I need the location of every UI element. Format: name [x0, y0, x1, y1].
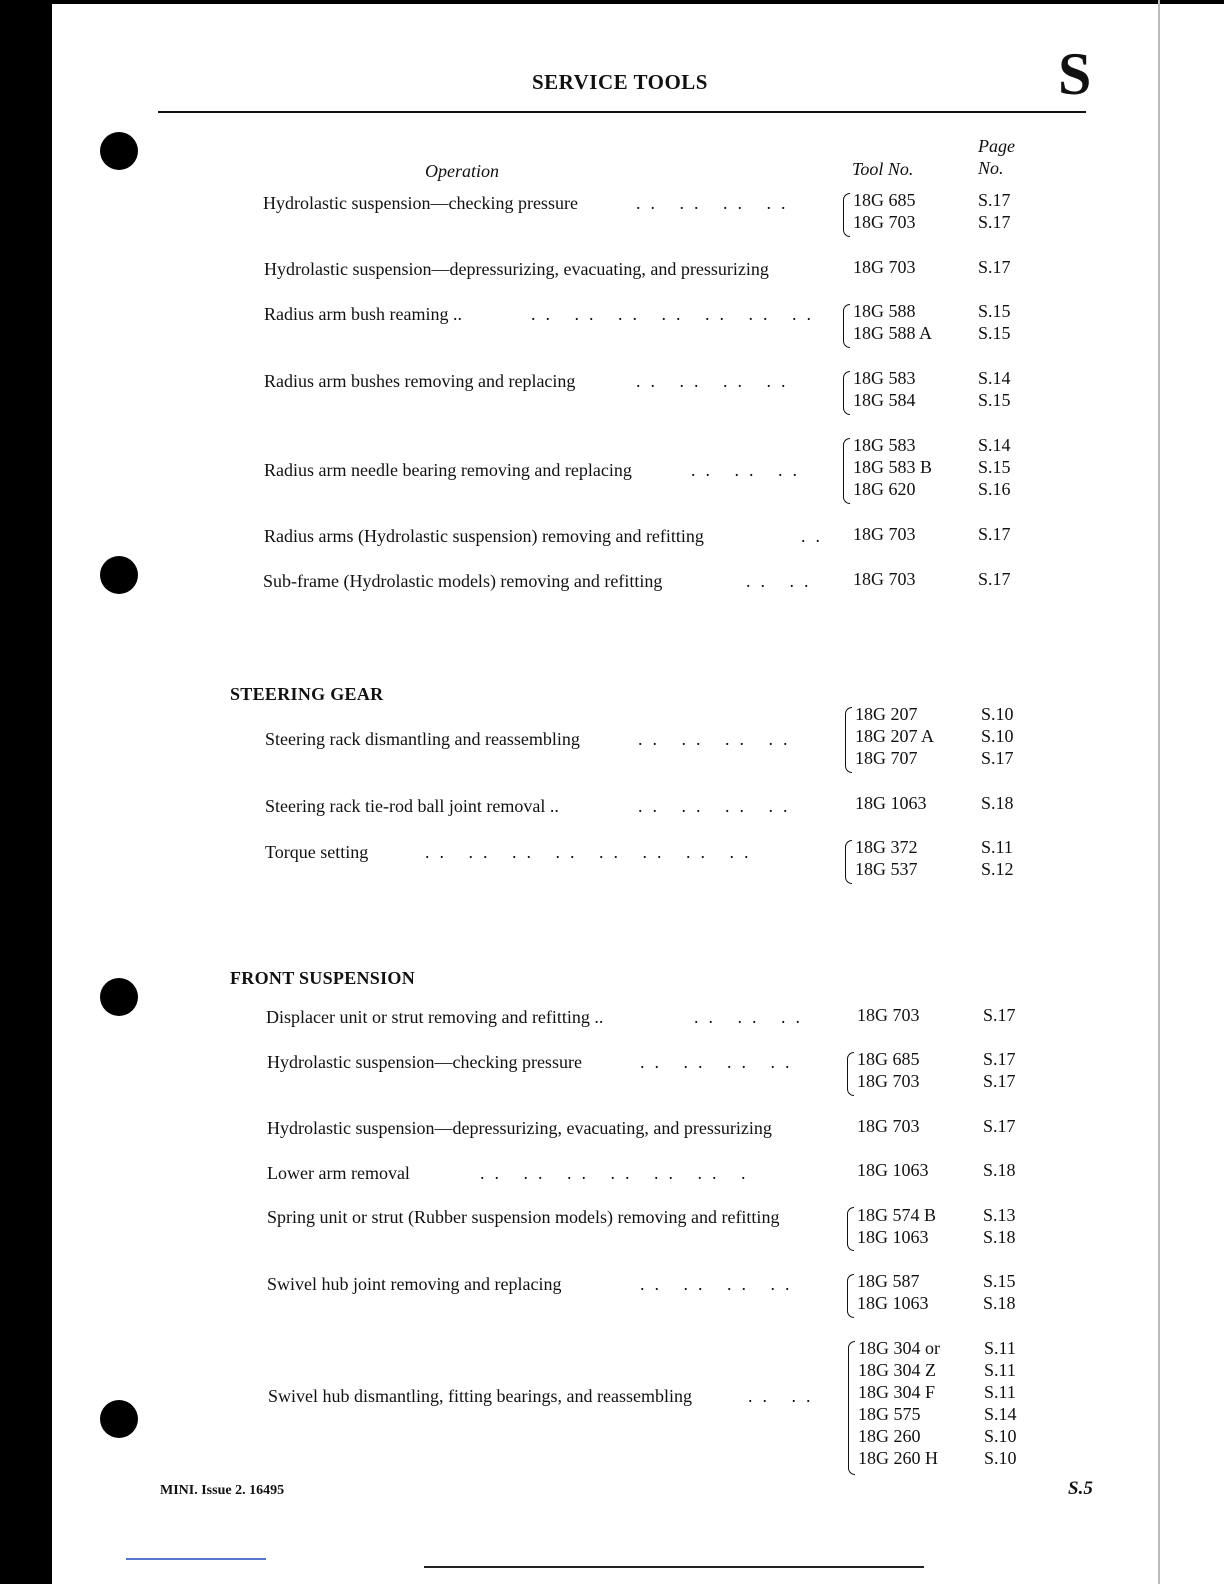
scan-edge-top	[0, 0, 1224, 4]
operation-label: Swivel hub joint removing and replacing	[267, 1274, 562, 1294]
page-ref: S.10	[981, 726, 1014, 746]
tool-number: 18G 703	[853, 212, 916, 232]
tool-number: 18G 583	[853, 368, 916, 388]
operation-label: Radius arm needle bearing removing and replacing	[264, 460, 632, 480]
tool-number: 18G 304 F	[858, 1382, 936, 1402]
leader-dots: .. ..	[746, 571, 819, 591]
tool-number: 18G 304 Z	[858, 1360, 936, 1380]
operation-label: Radius arms (Hydrolastic suspension) removing and refitting	[264, 526, 704, 546]
binder-hole-3	[100, 978, 138, 1016]
scan-mark-bottom	[424, 1566, 924, 1568]
column-header-operation: Operation	[425, 161, 499, 181]
section-heading-steering-gear: STEERING GEAR	[230, 684, 384, 704]
binder-hole-1	[100, 132, 138, 170]
page-ref: S.11	[981, 837, 1013, 857]
leader-dots: .. .. .. ..	[636, 371, 796, 391]
page-ref: S.17	[978, 212, 1011, 232]
bracket	[843, 304, 850, 348]
operation-label: Swivel hub dismantling, fitting bearings, and reassembling	[268, 1386, 692, 1406]
tool-number: 18G 207	[855, 704, 918, 724]
column-header-page-line2: No.	[978, 158, 1004, 178]
page-ref: S.17	[983, 1071, 1016, 1091]
page-ref: S.18	[983, 1160, 1016, 1180]
tool-number: 18G 583	[853, 435, 916, 455]
page-ref: S.17	[983, 1005, 1016, 1025]
scan-mark-bottom-blue	[126, 1558, 266, 1560]
operation-label: Lower arm removal	[267, 1163, 410, 1183]
page-ref: S.15	[978, 457, 1011, 477]
column-header-page-line1: Page	[978, 136, 1015, 156]
page-ref: S.13	[983, 1205, 1016, 1225]
tool-number: 18G 620	[853, 479, 916, 499]
tool-number: 18G 1063	[857, 1293, 929, 1313]
bracket	[843, 371, 850, 415]
page-ref: S.17	[978, 569, 1011, 589]
page-ref: S.10	[984, 1426, 1017, 1446]
footer-issue: MINI. Issue 2. 16495	[160, 1483, 285, 1498]
leader-dots: .. .. .. ..	[640, 1274, 800, 1294]
page-ref: S.18	[983, 1293, 1016, 1313]
page-ref: S.16	[978, 479, 1011, 499]
operation-label: Displacer unit or strut removing and refitting ..	[266, 1007, 604, 1027]
page-ref: S.14	[978, 435, 1011, 455]
tool-number: 18G 707	[855, 748, 918, 768]
section-letter: S	[1058, 41, 1092, 107]
tool-number: 18G 372	[855, 837, 918, 857]
section-heading-front-suspension: FRONT SUSPENSION	[230, 968, 416, 988]
page-ref: S.14	[978, 368, 1011, 388]
binder-hole-4	[100, 1400, 138, 1438]
bracket	[847, 1052, 854, 1096]
page-ref: S.17	[981, 748, 1014, 768]
page-ref: S.17	[978, 190, 1011, 210]
tool-number: 18G 703	[857, 1005, 920, 1025]
tool-number: 18G 685	[857, 1049, 920, 1069]
page-ref: S.17	[978, 257, 1011, 277]
bracket	[843, 193, 850, 237]
page-ref: S.14	[984, 1404, 1017, 1424]
footer-page-number: S.5	[1068, 1478, 1093, 1499]
operation-label: Hydrolastic suspension—depressurizing, evacuating, and pressurizing	[267, 1118, 772, 1138]
tool-number: 18G 260 H	[858, 1448, 938, 1468]
header-rule	[158, 111, 1086, 113]
page-ref: S.17	[983, 1116, 1016, 1136]
tool-number: 18G 584	[853, 390, 916, 410]
operation-label: Spring unit or strut (Rubber suspension models) removing and refitting	[267, 1207, 780, 1227]
operation-label: Radius arm bush reaming ..	[264, 304, 462, 324]
page-ref: S.12	[981, 859, 1014, 879]
tool-number: 18G 1063	[857, 1227, 929, 1247]
page-ref: S.11	[984, 1382, 1016, 1402]
leader-dots: .. .. ..	[691, 460, 807, 480]
tool-number: 18G 1063	[855, 793, 927, 813]
tool-number: 18G 304 or	[858, 1338, 940, 1358]
tool-number: 18G 588 A	[853, 323, 933, 343]
leader-dots: .. .. .. .. .. .. .	[480, 1163, 756, 1183]
bracket	[843, 438, 850, 504]
operation-label: Torque setting	[265, 842, 369, 862]
page-ref: S.15	[983, 1271, 1016, 1291]
bracket	[845, 840, 852, 884]
tool-number: 18G 703	[853, 257, 916, 277]
tool-number: 18G 1063	[857, 1160, 929, 1180]
leader-dots: .. .. .. ..	[638, 796, 798, 816]
tool-number: 18G 537	[855, 859, 918, 879]
page-ref: S.15	[978, 301, 1011, 321]
operation-label: Steering rack tie-rod ball joint removal ..	[265, 796, 559, 816]
page-ref: S.11	[984, 1360, 1016, 1380]
bracket	[845, 707, 852, 773]
bracket	[848, 1341, 855, 1475]
tool-number: 18G 575	[858, 1404, 921, 1424]
scan-edge-left	[0, 0, 52, 1584]
operation-label: Sub-frame (Hydrolastic models) removing and refitting	[263, 571, 663, 591]
tool-number: 18G 703	[853, 569, 916, 589]
tool-number: 18G 703	[853, 524, 916, 544]
bracket	[847, 1207, 854, 1251]
leader-dots: ..	[801, 526, 830, 546]
tool-number: 18G 574 B	[857, 1205, 937, 1225]
operation-label: Hydrolastic suspension—checking pressure	[263, 193, 578, 213]
tool-number: 18G 260	[858, 1426, 921, 1446]
page-ref: S.10	[981, 704, 1014, 724]
operation-label: Radius arm bushes removing and replacing	[264, 371, 576, 391]
binder-hole-2	[100, 556, 138, 594]
page-ref: S.15	[978, 323, 1011, 343]
tool-number: 18G 703	[857, 1116, 920, 1136]
operation-label: Steering rack dismantling and reassembling	[265, 729, 580, 749]
tool-number: 18G 685	[853, 190, 916, 210]
tool-number: 18G 703	[857, 1071, 920, 1091]
page-ref: S.18	[983, 1227, 1016, 1247]
tool-number: 18G 588	[853, 301, 916, 321]
leader-dots: .. .. .. ..	[638, 729, 798, 749]
page-ref: S.17	[978, 524, 1011, 544]
leader-dots: .. .. ..	[694, 1007, 810, 1027]
leader-dots: .. .. .. ..	[636, 193, 796, 213]
tool-number: 18G 583 B	[853, 457, 933, 477]
page-ref: S.18	[981, 793, 1014, 813]
leader-dots: .. ..	[748, 1386, 821, 1406]
operation-label: Hydrolastic suspension—depressurizing, evacuating, and pressurizing	[264, 259, 769, 279]
tool-number: 18G 587	[857, 1271, 920, 1291]
operation-label: Hydrolastic suspension—checking pressure	[267, 1052, 582, 1072]
page-ref: S.10	[984, 1448, 1017, 1468]
page-ref: S.15	[978, 390, 1011, 410]
tool-number: 18G 207 A	[855, 726, 935, 746]
bracket	[847, 1274, 854, 1318]
scan-right-edge	[1158, 0, 1160, 1584]
column-header-tool-no: Tool No.	[852, 159, 914, 179]
page-ref: S.17	[983, 1049, 1016, 1069]
leader-dots: .. .. .. ..	[640, 1052, 800, 1072]
leader-dots: .. .. .. .. .. .. .. ..	[425, 842, 759, 862]
leader-dots: .. .. .. .. .. .. ..	[531, 304, 821, 324]
page-ref: S.11	[984, 1338, 1016, 1358]
page-title: SERVICE TOOLS	[532, 70, 708, 94]
